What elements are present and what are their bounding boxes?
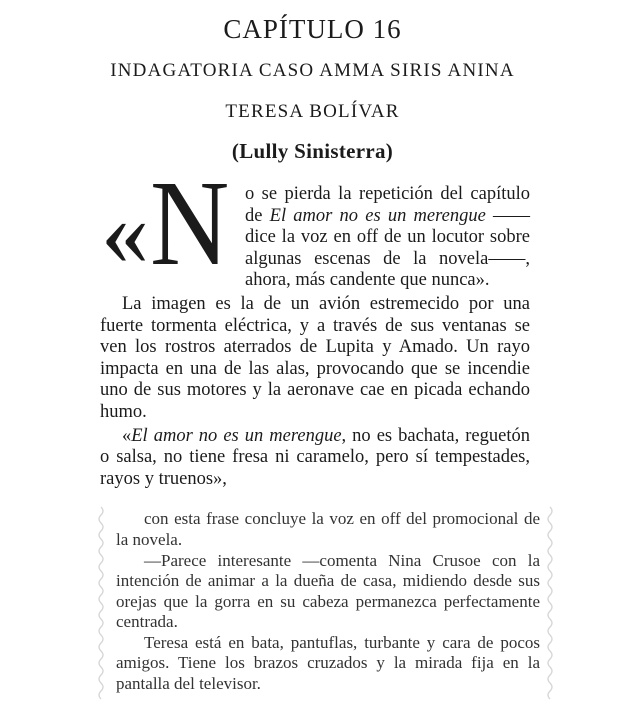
inset-paragraph: con esta frase concluye la voz en off del promocional de la novela.: [116, 509, 540, 549]
drop-cap-letter: N: [150, 156, 230, 291]
body-text-block: [100, 156, 530, 490]
wavy-edge-left-path: [99, 507, 103, 699]
inset-paragraph: —Parece interesante —comenta Nina Crusoe con la intención de animar a la dueña de casa, midiendo desde sus orejas que la gorra en su cabeza permanezca perfectamente centrada.: [116, 550, 540, 632]
body-paragraph: La imagen es la de un avión estremecido por una fuerte tormenta eléctrica, y a través de sus ventanas se ven los rostros aterrados de Lupita y Amado. Un rayo impacta en una de las alas, provocando que se incendie uno de sus motores y la aeronave cae en picada echando humo.: [100, 293, 530, 422]
opening-paragraph: [100, 156, 530, 292]
inset-page-fragment: [0, 501, 625, 710]
wavy-edge-right-path: [548, 507, 552, 699]
character-subtitle: TERESA BOLÍVAR: [225, 101, 400, 122]
opening-guillemet-mark: «: [101, 178, 145, 285]
chapter-title: CAPÍTULO 16: [223, 14, 402, 44]
case-subtitle: INDAGATORIA CASO AMMA SIRIS ANINA: [110, 60, 515, 81]
opening-paragraph-text: o se pierda la repetición del capítulo de El amor no es un merengue ——dice la voz en off de un locutor sobre algunas escenas de la novela——, ahora, más candente que nunca».: [245, 184, 530, 291]
wavy-edge-left: [96, 506, 108, 698]
body-paragraph: «El amor no es un merengue, no es bachata, reguetón o salsa, no tiene fresa ni caramelo, pero sí tempestades, rayos y truenos»,: [100, 425, 530, 489]
drop-cap-block: [100, 156, 239, 291]
author-byline: (Lully Sinisterra): [231, 139, 394, 163]
inset-paragraph: Teresa está en bata, pantuflas, turbante y cara de pocos amigos. Tiene los brazos cruzados y la mirada fija en la pantalla del televisor.: [116, 632, 540, 694]
wavy-edge-right: [545, 506, 557, 698]
